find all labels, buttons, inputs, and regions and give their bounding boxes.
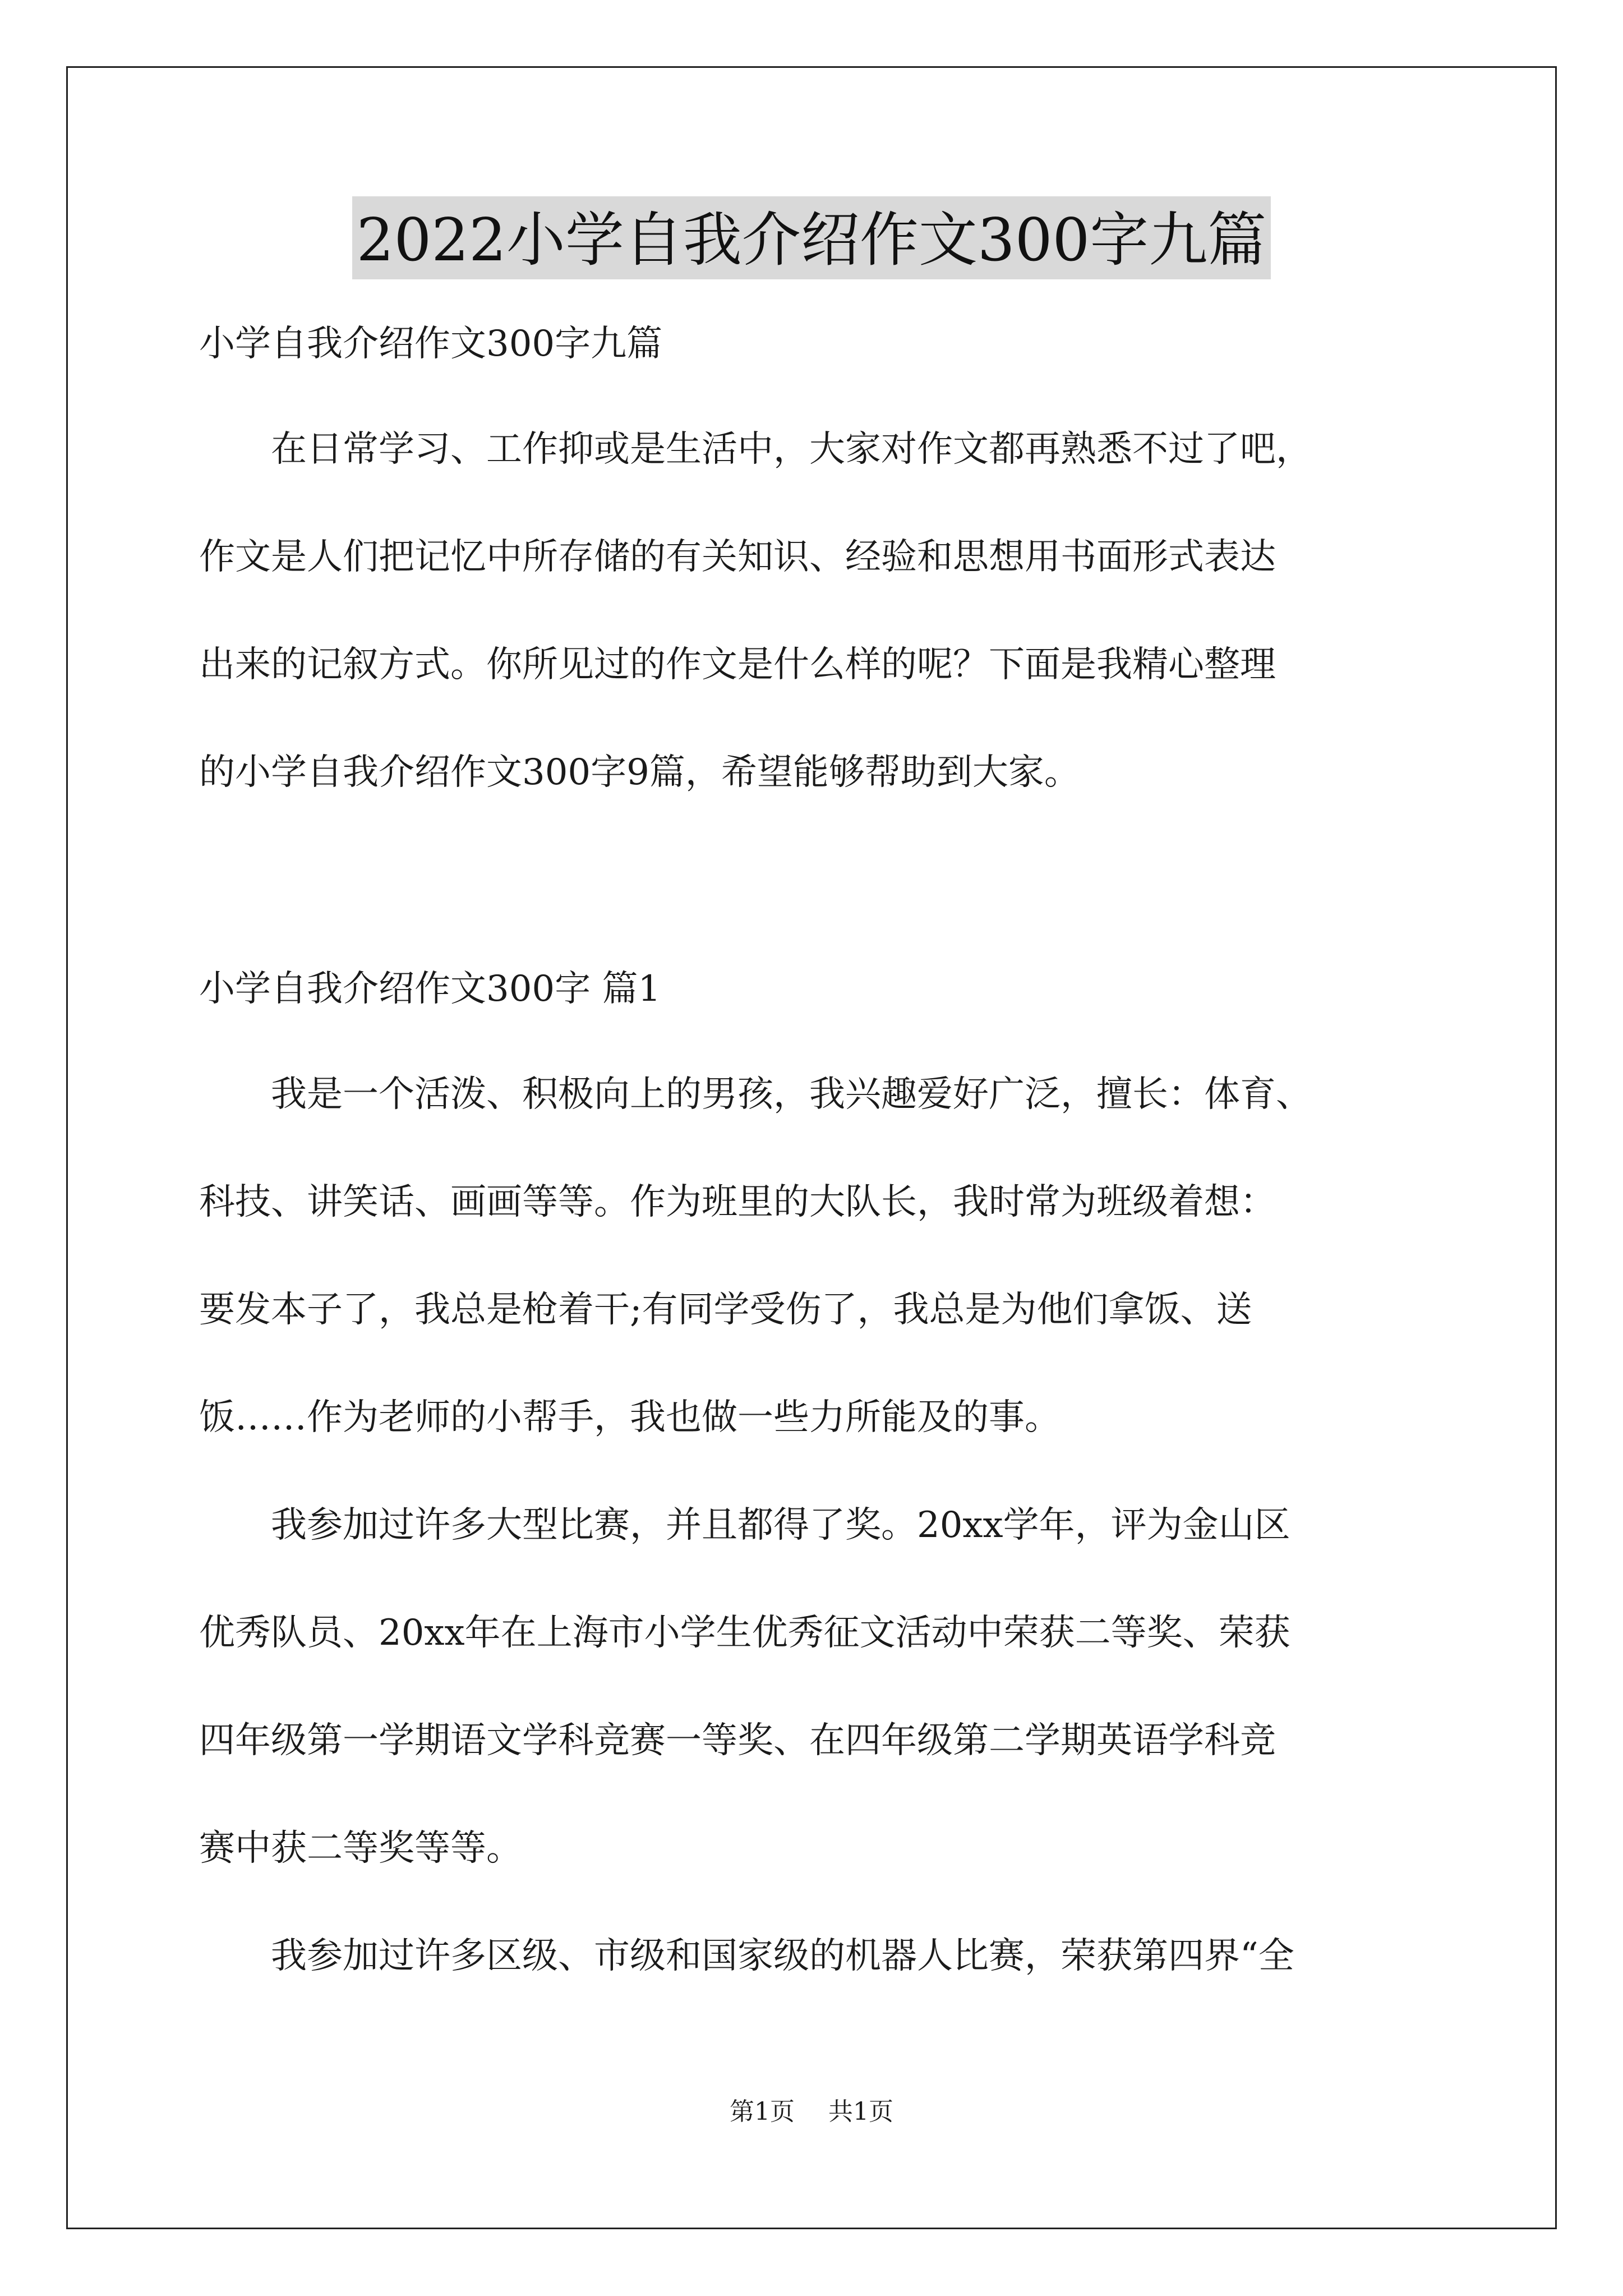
document-body (199, 317, 1433, 1983)
title-container (0, 196, 1623, 279)
paragraph-line: 四年级第一学期语文学科竞赛一等奖、在四年级第二学期英语学科竞 (199, 1720, 1276, 1761)
intro-line: 出来的记叙方式。你所见过的作文是什么样的呢？下面是我精心整理 (199, 644, 1276, 685)
paragraph-3 (199, 1929, 1433, 1983)
paragraph-line: 饭……作为老师的小帮手，我也做一些力所能及的事。 (199, 1397, 1061, 1438)
document-title: 2022小学自我介绍作文300字九篇 (352, 196, 1271, 279)
paragraph-line: 我参加过许多区级、市级和国家级的机器人比赛，荣获第四界“全 (271, 1935, 1294, 1977)
intro-line: 在日常学习、工作抑或是生活中，大家对作文都再熟悉不过了吧， (271, 429, 1312, 470)
paragraph-line: 科技、讲笑话、画画等等。作为班里的大队长，我时常为班级着想： (199, 1181, 1276, 1223)
paragraph-line: 赛中获二等奖等等。 (199, 1828, 522, 1869)
page-number: 第1页 (730, 2097, 795, 2126)
document-subtitle: 小学自我介绍作文300字九篇 (199, 323, 663, 365)
intro-line: 的小学自我介绍作文300字9篇，希望能够帮助到大家。 (199, 752, 1080, 793)
paragraph-1 (199, 1068, 1433, 1444)
paragraph-line: 我参加过许多大型比赛，并且都得了奖。20xx学年，评为金山区 (271, 1504, 1290, 1546)
section-heading: 小学自我介绍作文300字 篇1 (199, 968, 661, 1010)
intro-paragraph (199, 422, 1433, 799)
intro-line: 作文是人们把记忆中所存储的有关知识、经验和思想用书面形式表达 (199, 536, 1276, 578)
paragraph-2 (199, 1498, 1433, 1875)
paragraph-line: 要发本子了，我总是枪着干;有同学受伤了，我总是为他们拿饭、送 (199, 1289, 1252, 1331)
paragraph-line: 我是一个活泼、积极向上的男孩，我兴趣爱好广泛，擅长：体育、 (271, 1074, 1312, 1115)
page-total: 共1页 (828, 2097, 893, 2126)
page-footer (0, 2095, 1623, 2129)
paragraph-line: 优秀队员、20xx年在上海市小学生优秀征文活动中荣获二等奖、荣获 (199, 1612, 1290, 1654)
